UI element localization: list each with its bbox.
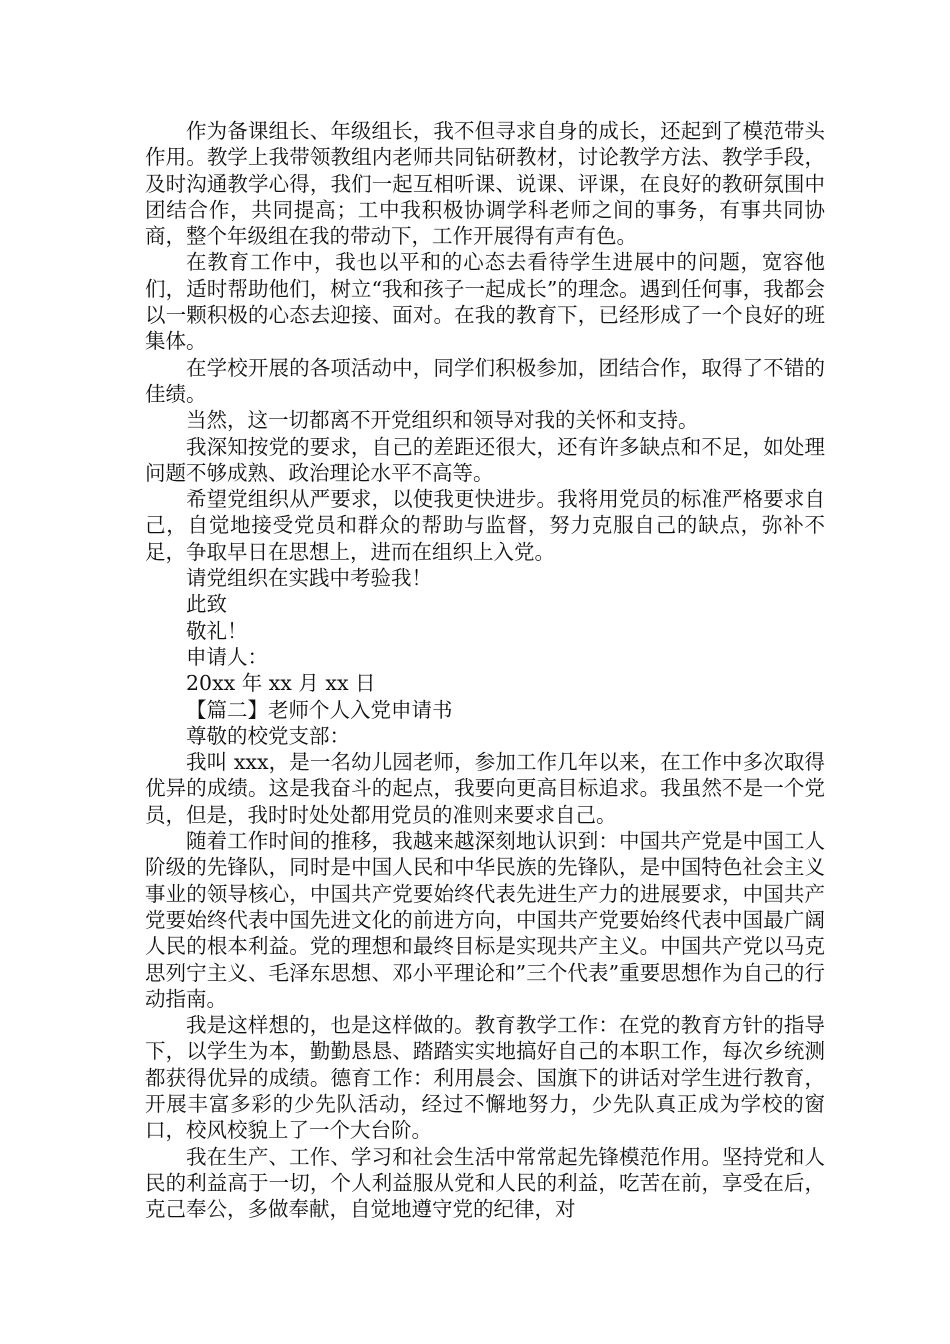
paragraph-10: 我在生产、工作、学习和社会生活中常常起先锋模范作用。坚持党和人民的利益高于一切，个人利益服从党和人民的利益，吃苦在前，享受在后，克己奉公，多做奉献，自觉地遵守党的纪律，对 (145, 1144, 825, 1222)
paragraph-2: 在教育工作中，我也以平和的心态去看待学生进展中的问题，宽容他们，适时帮助他们，树立“我和孩子一起成长”的理念。遇到任何事，我都会以一颗积极的心态去迎接、面对。在我的教育下，已经形成了一个良好的班集体。 (145, 250, 825, 354)
paragraph-6: 希望党组织从严要求，以使我更快进步。我将用党员的标准严格要求自己，自觉地接受党员和群众的帮助与监督，努力克服自己的缺点，弥补不足，争取早日在思想上，进而在组织上入党。 (145, 487, 825, 564)
greeting: 尊敬的校党支部： (186, 723, 350, 748)
paragraph-4: 当然，这一切都离不开党组织和领导对我的关怀和支持。 (186, 408, 699, 433)
document-body (145, 118, 825, 1222)
paragraph-3: 在学校开展的各项活动中，同学们积极参加，团结合作，取得了不错的佳绩。 (145, 355, 825, 406)
date-line: 20xx 年 xx 月 xx 日 (186, 671, 376, 696)
section-title: 【篇二】老师个人入党申请书 (186, 697, 453, 722)
paragraph-9: 我是这样想的，也是这样做的。教育教学工作：在党的教育方针的指导下，以学生为本，勤勤恳恳、踏踏实实地搞好自己的本职工作，每次乡统测都获得优异的成绩。德育工作：利用晨会、国旗下的讲话对学生进行教育，开展丰富多彩的少先队活动，经过不懈地努力，少先队真正成为学校的窗口，校风校貌上了一个大台阶。 (145, 1013, 825, 1143)
closing-request: 请党组织在实践中考验我！ (186, 566, 432, 591)
paragraph-1: 作为备课组长、年级组长，我不但寻求自身的成长，还起到了模范带头作用。教学上我带领教组内老师共同钻研教材，讨论教学方法、教学手段，及时沟通教学心得，我们一起互相听课、说课、评课，在良好的教研氛围中团结合作，共同提高；工中我积极协调学科老师之间的事务，有事共同协商，整个年级组在我的带动下，工作开展得有声有色。 (145, 119, 825, 249)
paragraph-7: 我叫 xxx，是一名幼儿园老师，参加工作几年以来，在工作中多次取得优异的成绩。这是我奋斗的起点，我要向更高目标追求。我虽然不是一个党员，但是，我时时处处都用党员的准则来要求自己。 (145, 750, 825, 827)
applicant-label: 申请人： (186, 644, 268, 669)
paragraph-8: 随着工作时间的推移，我越来越深刻地认识到：中国共产党是中国工人阶级的先锋队，同时是中国人民和中华民族的先锋队，是中国特色社会主义事业的领导核心，中国共产党要始终代表先进生产力的进展要求，中国共产党要始终代表中国先进文化的前进方向，中国共产党要始终代表中国最广阔人民的根本利益。党的理想和最终目标是实现共产主义。中国共产党以马克思列宁主义、毛泽东思想、邓小平理论和”三个代表”重要思想作为自己的行动指南。 (145, 829, 825, 1011)
paragraph-5: 我深知按党的要求，自己的差距还很大，还有许多缺点和不足，如处理问题不够成熟、政治理论水平不高等。 (145, 434, 825, 485)
closing-salutation-1: 此致 (186, 592, 227, 617)
closing-salutation-2: 敬礼！ (186, 618, 248, 643)
